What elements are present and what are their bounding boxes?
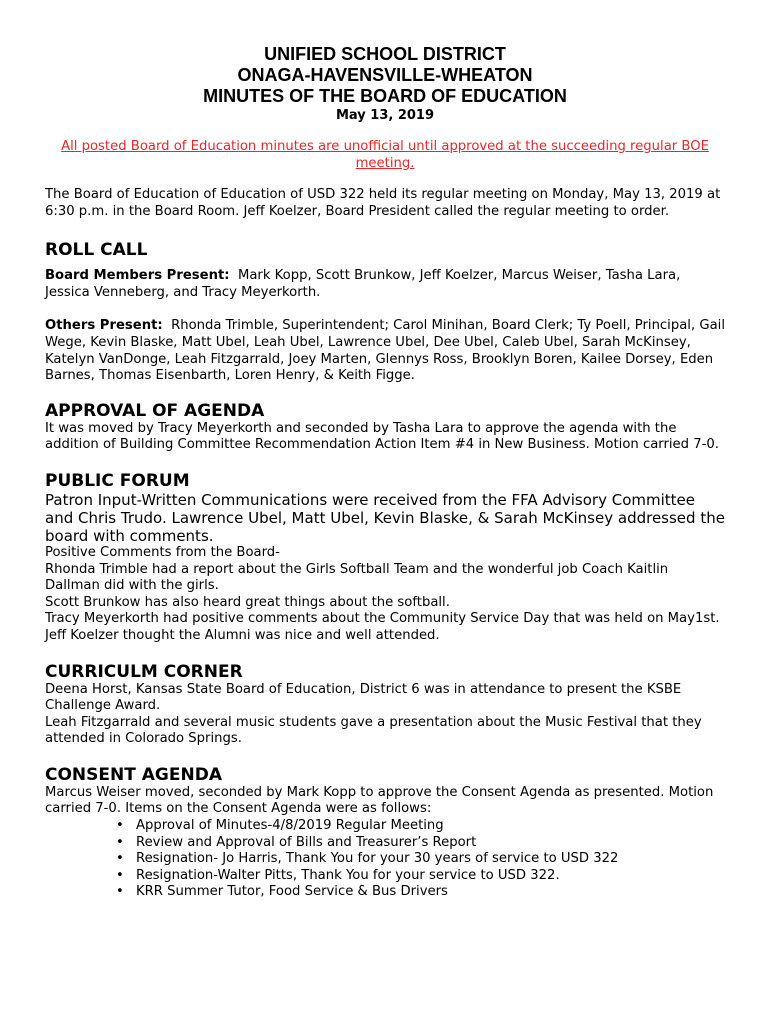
public-forum-line: Jeff Koelzer thought the Alumni was nice and well attended. bbox=[45, 627, 440, 643]
consent-agenda-text: Marcus Weiser moved, seconded by Mark Kopp to approve the Consent Agenda as presented. Motion carried 7-0. Items on the Consent Agenda were as follows: bbox=[45, 784, 714, 817]
curriculum-corner-heading: CURRICULM CORNER bbox=[45, 661, 243, 682]
consent-agenda-items bbox=[45, 818, 725, 901]
list-item bbox=[116, 867, 725, 885]
approval-of-agenda-text: It was moved by Tracy Meyerkorth and seconded by Tasha Lara to approve the agenda with the addition of Building Committee Recommendation Action Item #4 in New Business. Motion carried 7-0. bbox=[45, 420, 719, 453]
public-forum-heading: PUBLIC FORUM bbox=[45, 470, 190, 491]
list-item bbox=[116, 851, 725, 868]
board-members-list: Mark Kopp, Scott Brunkow, Jeff Koelzer, Marcus Weiser, Tasha Lara, Jessica Venneberg, and Tracy Meyerkorth. bbox=[45, 268, 681, 300]
intro-paragraph: The Board of Education of Education of USD 322 held its regular meeting on Monday, May 13, 2019 at 6:30 p.m. in the Board Room. Jeff Koelzer, Board President called the regular meeting to order. bbox=[45, 187, 721, 219]
list-item bbox=[116, 818, 725, 835]
document-title: MINUTES OF THE BOARD OF EDUCATION bbox=[203, 86, 567, 106]
approval-of-agenda-heading: APPROVAL OF AGENDA bbox=[45, 400, 265, 421]
consent-agenda-heading: CONSENT AGENDA bbox=[45, 764, 222, 785]
list-item-text: KRR Summer Tutor, Food Service & Bus Drivers bbox=[136, 884, 448, 900]
list-item bbox=[116, 884, 725, 901]
board-members-label: Board Members Present: bbox=[45, 268, 230, 284]
bullet-icon: • bbox=[116, 851, 124, 867]
others-present bbox=[45, 318, 725, 384]
public-forum-line: Rhonda Trimble had a report about the Girls Softball Team and the wonderful job Coach Kaitlin Dallman did with the girls. bbox=[45, 561, 669, 594]
bullet-icon: • bbox=[116, 867, 124, 883]
bullet-icon: • bbox=[116, 884, 124, 900]
public-forum-line: Tracy Meyerkorth had positive comments about the Community Service Day that was held on May1st. bbox=[45, 611, 720, 627]
minutes-document bbox=[45, 44, 725, 901]
list-item-text: Resignation-Walter Pitts, Thank You for your service to USD 322. bbox=[136, 867, 560, 883]
public-forum-line: Scott Brunkow has also heard great things about the softball. bbox=[45, 594, 450, 610]
bullet-icon: • bbox=[116, 834, 124, 850]
curriculum-corner-line: Deena Horst, Kansas State Board of Education, District 6 was in attendance to present the KSBE Challenge Award. bbox=[45, 681, 682, 714]
others-present-label: Others Present: bbox=[45, 318, 163, 334]
district-subtitle: ONAGA-HAVENSVILLE-WHEATON bbox=[237, 65, 533, 85]
patron-input-text: Patron Input-Written Communications were received from the FFA Advisory Committee and Chris Trudo. Lawrence Ubel, Matt Ubel, Kevin Blaske, & Sarah McKinsey addressed the board with comments. bbox=[45, 490, 725, 545]
board-members-present bbox=[45, 268, 725, 301]
list-item-text: Approval of Minutes-4/8/2019 Regular Meeting bbox=[136, 818, 444, 834]
list-item-text: Review and Approval of Bills and Treasurer’s Report bbox=[136, 834, 477, 850]
district-name: UNIFIED SCHOOL DISTRICT bbox=[264, 44, 506, 64]
others-present-list: Rhonda Trimble, Superintendent; Carol Minihan, Board Clerk; Ty Poell, Principal, Gail Wege, Kevin Blaske, Matt Ubel, Leah Ubel, Lawrence Ubel, Dee Ubel, Caleb Ubel, Sarah McKinsey, Katelyn VanDonge, Leah Fitzgarrald, Joey Marten, Glennys Ross, Brooklyn Boren, Kailee Dorsey, Eden Barnes, Thomas Eisenbarth, Loren Henry, & Keith Figge. bbox=[45, 318, 725, 384]
list-item bbox=[116, 834, 725, 852]
public-forum-line: Positive Comments from the Board- bbox=[45, 544, 280, 560]
meeting-date: May 13, 2019 bbox=[335, 108, 435, 123]
curriculum-corner-line: Leah Fitzgarrald and several music students gave a presentation about the Music Festival that they attended in Colorado Springs. bbox=[45, 714, 702, 747]
list-item-text: Resignation- Jo Harris, Thank You for your 30 years of service to USD 322 bbox=[136, 851, 619, 867]
roll-call-heading: ROLL CALL bbox=[45, 240, 148, 261]
bullet-icon: • bbox=[116, 818, 124, 834]
unofficial-notice: All posted Board of Education minutes are unofficial until approved at the succeeding regular BOE meeting. bbox=[61, 139, 709, 171]
